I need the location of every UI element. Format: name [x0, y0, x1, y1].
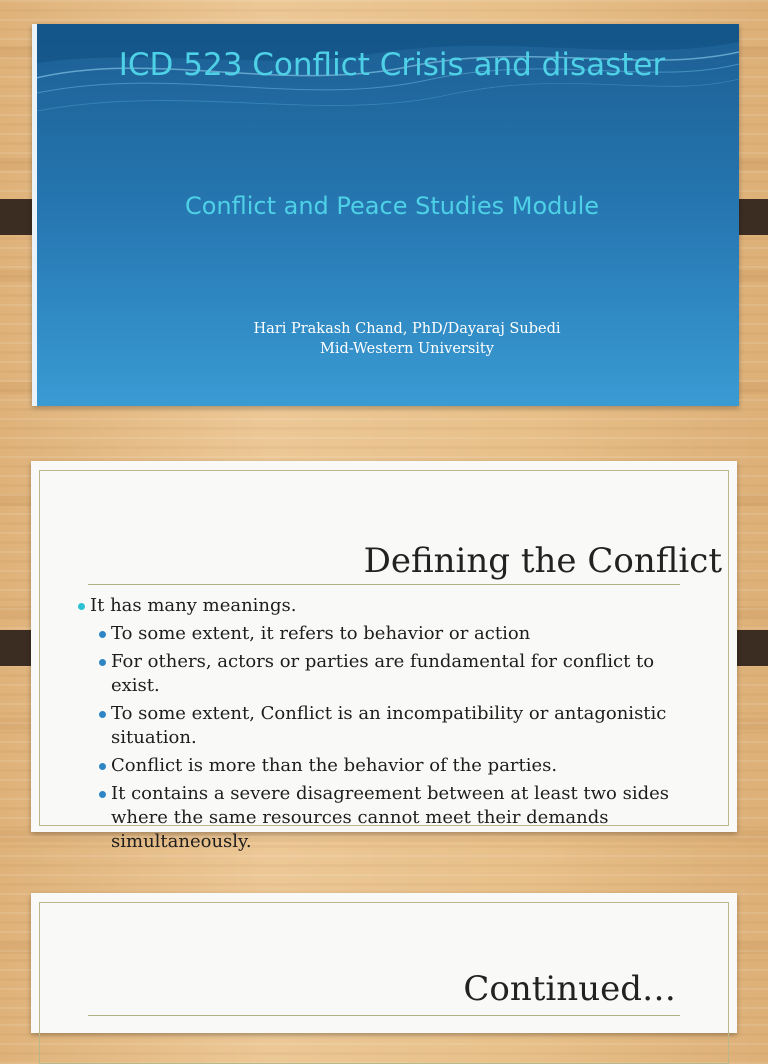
binder-clip-right-1	[739, 199, 768, 235]
bullet-icon	[99, 631, 106, 638]
slide-title: ICD 523 Conflict Crisis and disaster	[118, 47, 666, 83]
bullet-item	[76, 650, 696, 698]
continued-slide	[31, 893, 737, 1033]
bullet-icon	[99, 791, 106, 798]
heading-underline	[88, 584, 680, 585]
slide-subtitle: Conflict and Peace Studies Module	[184, 192, 600, 220]
bullet-text: It has many meanings.	[90, 595, 297, 616]
bullet-text: It contains a severe disagreement between at least two sides where the same resources cannot meet their demands simultaneously.	[111, 783, 669, 852]
bullet-text: To some extent, Conflict is an incompatibility or antagonistic situation.	[111, 703, 667, 748]
bullet-item	[76, 594, 696, 618]
binder-clip-left-1	[0, 199, 36, 235]
heading-underline	[88, 1015, 680, 1016]
bullet-icon	[99, 659, 106, 666]
slide-heading: Defining the Conflict	[363, 541, 722, 581]
bullet-item	[76, 622, 696, 646]
bullet-text: To some extent, it refers to behavior or action	[111, 623, 531, 644]
author-names: Hari Prakash Chand, PhD/Dayaraj Subedi	[253, 321, 561, 337]
title-slide	[32, 24, 739, 406]
bullet-item	[76, 754, 696, 778]
bullet-icon	[99, 711, 106, 718]
bullet-icon	[78, 603, 85, 610]
university-name: Mid-Western University	[320, 341, 494, 357]
bullet-text: For others, actors or parties are fundamental for conflict to exist.	[111, 651, 655, 696]
bullet-item	[76, 782, 696, 854]
bullet-icon	[99, 763, 106, 770]
author-byline	[32, 319, 739, 359]
bullet-list	[76, 594, 696, 858]
bullet-text: Conflict is more than the behavior of the parties.	[111, 755, 558, 776]
content-slide	[31, 461, 737, 852]
bullet-item	[76, 702, 696, 750]
slide-heading: Continued…	[463, 969, 676, 1009]
